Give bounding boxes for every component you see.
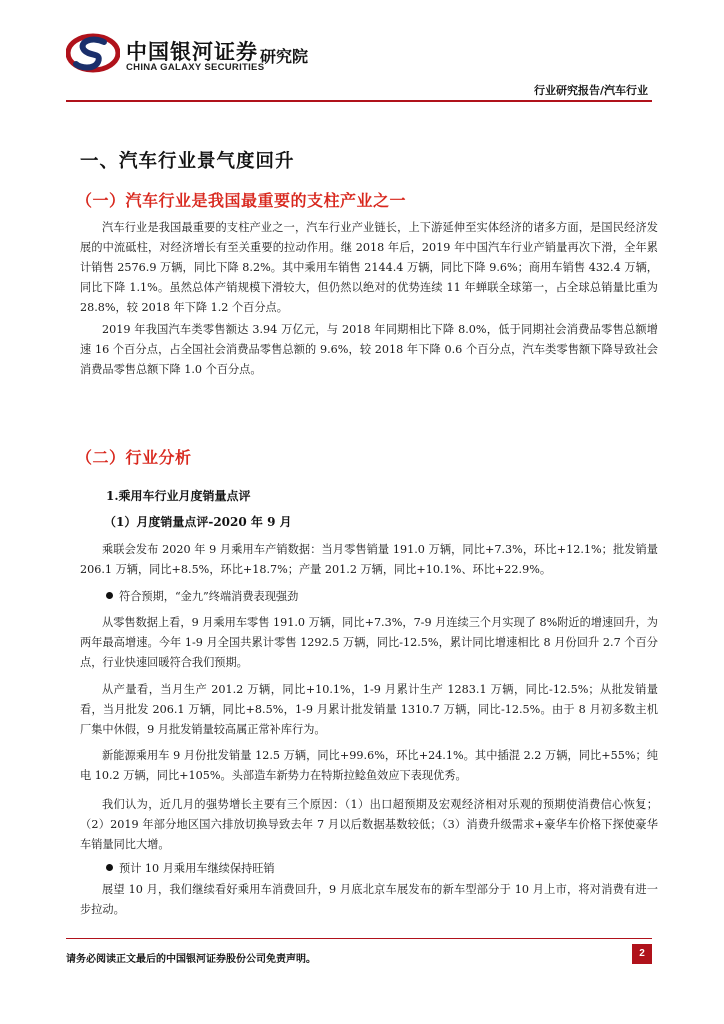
paragraph: 我们认为，近几月的强势增长主要有三个原因：（1）出口超预期及宏观经济相对乐观的预期使消费信心恢复；（2）2019 年部分地区国六排放切换导致去年 7 月以后数据基数较低；（3）消费升级需求+豪华车价格下探使豪华车销量同比大增。 [80,798,658,851]
bullet-point [106,588,298,604]
bullet-text: 符合预期，“金九”终端消费表现强劲 [119,590,299,603]
bullet-text: 预计 10 月乘用车继续保持旺销 [119,862,275,875]
paragraph: 乘联会发布 2020 年 9 月乘用车产销数据：当月零售销量 191.0 万辆，同比+7.3%，环比+12.1%；批发销量 206.1 万辆，同比+8.5%，环比+18.7%；产量 201.2 万辆，同比+10.1%、环比+22.9%。 [80,543,658,576]
brand-name-cn: 中国银河证券 [126,40,258,64]
paragraph: 新能源乘用车 9 月份批发销量 12.5 万辆，同比+99.6%，环比+24.1%。其中插混 2.2 万辆，同比+55%；纯电 10.2 万辆，同比+105%。头部造车新势力在特斯拉鲶鱼效应下表现优秀。 [80,749,658,782]
section-title: 一、汽车行业景气度回升 [80,151,295,172]
brand-name-en: CHINA GALAXY SECURITIES [126,62,265,73]
page-number: 2 [632,944,652,964]
heading-level3: 1.乘用车行业月度销量点评 [106,489,251,503]
header-divider [66,100,652,102]
bullet-icon [106,592,113,599]
brand-institute: 研究院 [260,47,309,66]
footer-disclaimer: 请务必阅读正文最后的中国银河证券股份公司免责声明。 [66,954,316,965]
galaxy-logo-icon [66,32,120,74]
bullet-point [106,860,275,876]
paragraph: 汽车行业是我国最重要的支柱产业之一，汽车行业产业链长，上下游延伸至实体经济的诸多方面，是国民经济发展的中流砥柱，对经济增长有至关重要的拉动作用。继 2018 年后，2019 年中国汽车行业产销量再次下滑，全年累计销售 2576.9 万辆，同比下降 8.2%。其中乘用车销售 2144.4 万辆，同比下降 9.6%；商用车销售 432.4 万辆，同比下降 1.1%。虽然总体产销规模下滑较大，但仍然以绝对的优势连续 11 年蝉联全球第一，占全球总销量比重为 28.8%，较 2018 年下降 1.2 个百分点。 [80,221,658,314]
heading-level4: （1）月度销量点评-2020 年 9 月 [104,515,292,529]
bullet-icon [106,864,113,871]
footer-divider [66,938,652,939]
subsection-title-2: （二）行业分析 [76,448,192,467]
report-category: 行业研究报告/汽车行业 [533,84,648,97]
paragraph: 2019 年我国汽车类零售额达 3.94 万亿元，与 2018 年同期相比下降 8.0%，低于同期社会消费品零售总额增速 16 个百分点，占全国社会消费品零售总额的 9.6%，较 2018 年下降 0.6 个百分点，汽车类零售额下降导致社会消费品零售总额下降 1.0 个百分点。 [80,323,658,376]
paragraph: 从零售数据上看，9 月乘用车零售 191.0 万辆，同比+7.3%，7-9 月连续三个月实现了 8%附近的增速回升，为两年最高增速。今年 1-9 月全国共累计零售 1292.5 万辆，同比-12.5%，累计同比增速相比 8 月份回升 2.7 个百分点，行业快速回暖符合我们预期。 [80,616,658,669]
paragraph: 展望 10 月，我们继续看好乘用车消费回升，9 月底北京车展发布的新车型部分于 10 月上市，将对消费有进一步拉动。 [80,883,658,916]
subsection-title-1: （一）汽车行业是我国最重要的支柱产业之一 [76,191,407,210]
paragraph: 从产量看，当月生产 201.2 万辆，同比+10.1%，1-9 月累计生产 1283.1 万辆，同比-12.5%；从批发销量看，当月批发 206.1 万辆，同比+8.5%，1-9 月累计批发销量 1310.7 万辆，同比-12.5%。由于 8 月初多数主机厂集中休假，9 月批发销量较高属正常补库行为。 [80,683,658,736]
